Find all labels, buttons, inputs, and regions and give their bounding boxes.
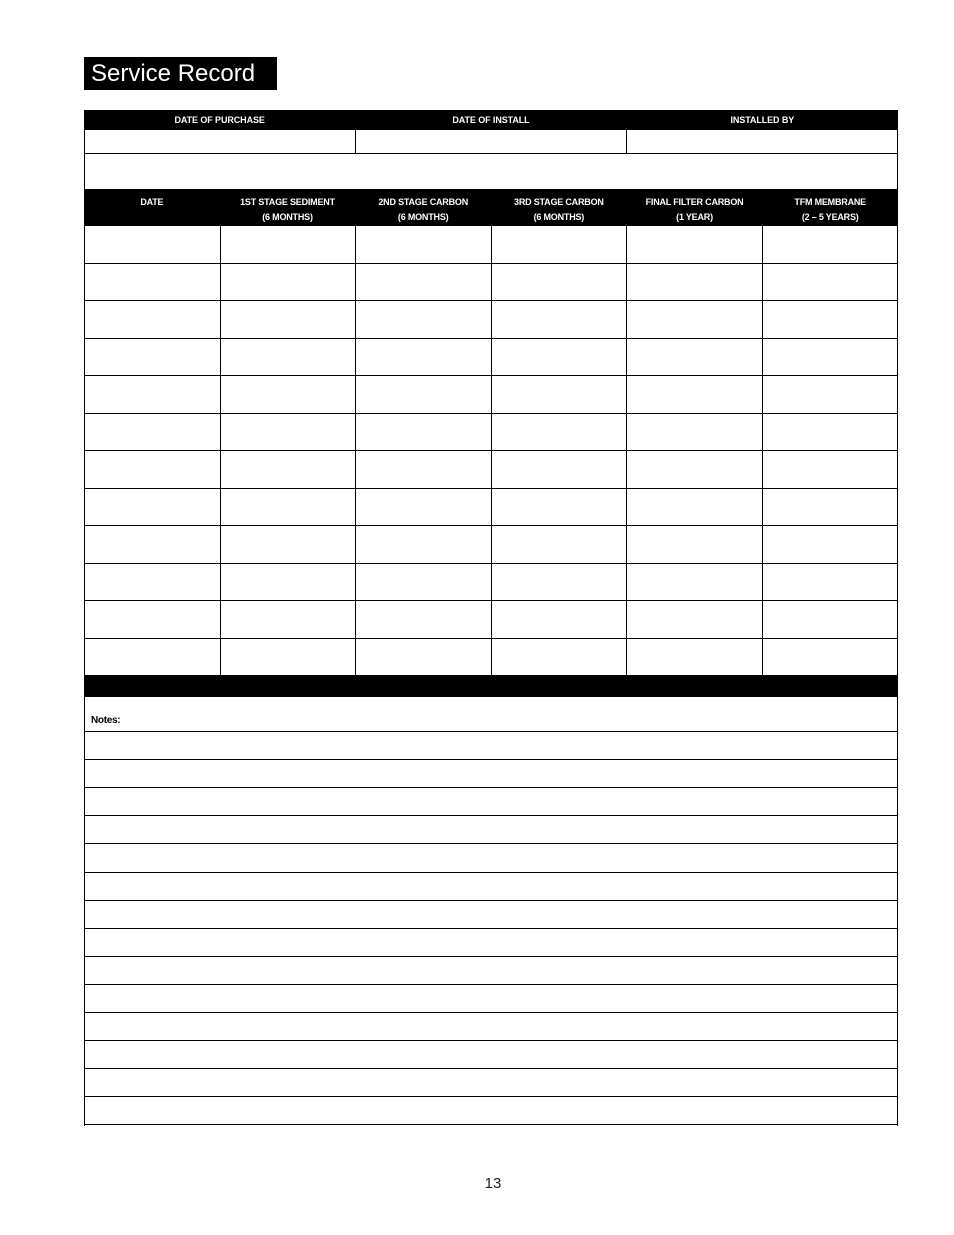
column-header-2nd-stage-carbon [355, 190, 491, 226]
column-header-line2: (2 – 5 YEARS) [801, 212, 859, 222]
column-header-tfm-membrane [762, 190, 898, 226]
notes-line[interactable] [85, 1040, 897, 1041]
record-cell[interactable] [356, 339, 492, 376]
service-table-header [84, 190, 898, 226]
record-cell[interactable] [356, 526, 492, 563]
record-cell[interactable] [85, 601, 221, 638]
column-header-final-filter-carbon [627, 190, 763, 226]
notes-line[interactable] [85, 984, 897, 985]
record-cell[interactable] [627, 414, 763, 451]
record-cell[interactable] [627, 489, 763, 526]
notes-line[interactable] [85, 731, 897, 732]
notes-line[interactable] [85, 1068, 897, 1069]
table-row [85, 301, 897, 339]
record-cell[interactable] [492, 601, 628, 638]
service-record-grid [84, 226, 898, 676]
record-cell[interactable] [627, 226, 763, 263]
record-cell[interactable] [356, 376, 492, 413]
record-cell[interactable] [85, 639, 221, 676]
table-row [85, 564, 897, 602]
record-cell[interactable] [85, 301, 221, 338]
record-cell[interactable] [763, 301, 898, 338]
record-cell[interactable] [492, 526, 628, 563]
record-cell[interactable] [492, 339, 628, 376]
record-cell[interactable] [356, 414, 492, 451]
install-info-header [84, 110, 898, 130]
record-cell[interactable] [627, 639, 763, 676]
record-cell[interactable] [221, 564, 357, 601]
record-cell[interactable] [492, 564, 628, 601]
record-cell[interactable] [356, 564, 492, 601]
record-cell[interactable] [221, 226, 357, 263]
record-cell[interactable] [763, 264, 898, 301]
record-cell[interactable] [85, 264, 221, 301]
record-cell[interactable] [627, 601, 763, 638]
install-info-row [84, 130, 898, 154]
notes-line[interactable] [85, 787, 897, 788]
notes-line[interactable] [85, 1012, 897, 1013]
column-header-date [84, 190, 220, 226]
column-header-line1: DATE [140, 197, 164, 207]
notes-line[interactable] [85, 815, 897, 816]
column-header-line2: (6 MONTHS) [533, 212, 585, 222]
record-cell[interactable] [221, 639, 357, 676]
record-cell[interactable] [492, 226, 628, 263]
table-row [85, 489, 897, 527]
notes-line[interactable] [85, 1096, 897, 1097]
record-cell[interactable] [492, 301, 628, 338]
record-cell[interactable] [492, 489, 628, 526]
record-cell[interactable] [221, 339, 357, 376]
record-cell[interactable] [221, 601, 357, 638]
table-row [85, 226, 897, 264]
notes-line[interactable] [85, 900, 897, 901]
record-cell[interactable] [356, 226, 492, 263]
notes-line[interactable] [85, 843, 897, 844]
date-of-purchase-label: DATE OF PURCHASE [174, 115, 265, 125]
table-row [85, 339, 897, 377]
record-cell[interactable] [627, 451, 763, 488]
column-header-line1: 3RD STAGE CARBON [514, 197, 604, 207]
column-header-1st-stage-sediment [220, 190, 356, 226]
record-cell[interactable] [763, 414, 898, 451]
record-cell[interactable] [221, 451, 357, 488]
record-cell[interactable] [85, 489, 221, 526]
record-cell[interactable] [492, 376, 628, 413]
record-cell[interactable] [221, 489, 357, 526]
notes-line[interactable] [85, 872, 897, 873]
record-cell[interactable] [356, 301, 492, 338]
record-cell[interactable] [85, 339, 221, 376]
date-of-purchase-field[interactable] [85, 130, 356, 153]
notes-section [84, 697, 898, 1126]
spacer-row [84, 153, 898, 190]
record-cell[interactable] [763, 451, 898, 488]
notes-line [85, 1124, 897, 1125]
record-cell[interactable] [85, 526, 221, 563]
record-cell[interactable] [356, 601, 492, 638]
record-cell[interactable] [492, 639, 628, 676]
record-cell[interactable] [492, 264, 628, 301]
record-cell[interactable] [221, 414, 357, 451]
table-row [85, 451, 897, 489]
column-header-line1: TFM MEMBRANE [794, 197, 866, 207]
table-row [85, 639, 897, 677]
notes-line[interactable] [85, 928, 897, 929]
page-title: Service Record [84, 57, 277, 90]
date-of-install-field[interactable] [356, 130, 627, 153]
column-header-line2: (6 MONTHS) [397, 212, 449, 222]
record-cell[interactable] [492, 451, 628, 488]
record-cell[interactable] [763, 339, 898, 376]
record-cell[interactable] [763, 526, 898, 563]
table-row [85, 376, 897, 414]
record-cell[interactable] [627, 376, 763, 413]
record-cell[interactable] [356, 264, 492, 301]
column-header-line1: FINAL FILTER CARBON [645, 197, 744, 207]
table-row [85, 601, 897, 639]
record-cell[interactable] [763, 639, 898, 676]
record-cell[interactable] [627, 526, 763, 563]
record-cell[interactable] [221, 376, 357, 413]
record-cell[interactable] [627, 339, 763, 376]
record-cell[interactable] [85, 451, 221, 488]
installed-by-label: INSTALLED BY [730, 115, 795, 125]
installed-by-field[interactable] [627, 130, 897, 153]
column-header-line1: 1ST STAGE SEDIMENT [240, 197, 335, 207]
record-cell[interactable] [763, 226, 898, 263]
record-cell[interactable] [763, 564, 898, 601]
table-row [85, 264, 897, 302]
record-cell[interactable] [356, 489, 492, 526]
record-cell[interactable] [492, 414, 628, 451]
column-header-line1: 2ND STAGE CARBON [378, 197, 468, 207]
record-cell[interactable] [763, 601, 898, 638]
record-cell[interactable] [763, 489, 898, 526]
page-number: 13 [484, 1175, 502, 1192]
column-header-3rd-stage-carbon [491, 190, 627, 226]
record-cell[interactable] [85, 414, 221, 451]
divider-band [84, 676, 898, 697]
record-cell[interactable] [627, 264, 763, 301]
record-cell[interactable] [763, 376, 898, 413]
notes-label: Notes: [91, 715, 121, 726]
record-cell[interactable] [85, 376, 221, 413]
column-header-line2: (1 YEAR) [676, 212, 713, 222]
record-cell[interactable] [627, 564, 763, 601]
notes-line[interactable] [85, 956, 897, 957]
record-cell[interactable] [627, 301, 763, 338]
record-cell[interactable] [85, 564, 221, 601]
table-row [85, 414, 897, 452]
record-cell[interactable] [221, 526, 357, 563]
notes-line[interactable] [85, 759, 897, 760]
record-cell[interactable] [356, 639, 492, 676]
date-of-install-label: DATE OF INSTALL [452, 115, 530, 125]
record-cell[interactable] [85, 226, 221, 263]
column-header-line2: (6 MONTHS) [262, 212, 313, 222]
table-row [85, 526, 897, 564]
record-cell[interactable] [221, 264, 357, 301]
record-cell[interactable] [221, 301, 357, 338]
record-cell[interactable] [356, 451, 492, 488]
